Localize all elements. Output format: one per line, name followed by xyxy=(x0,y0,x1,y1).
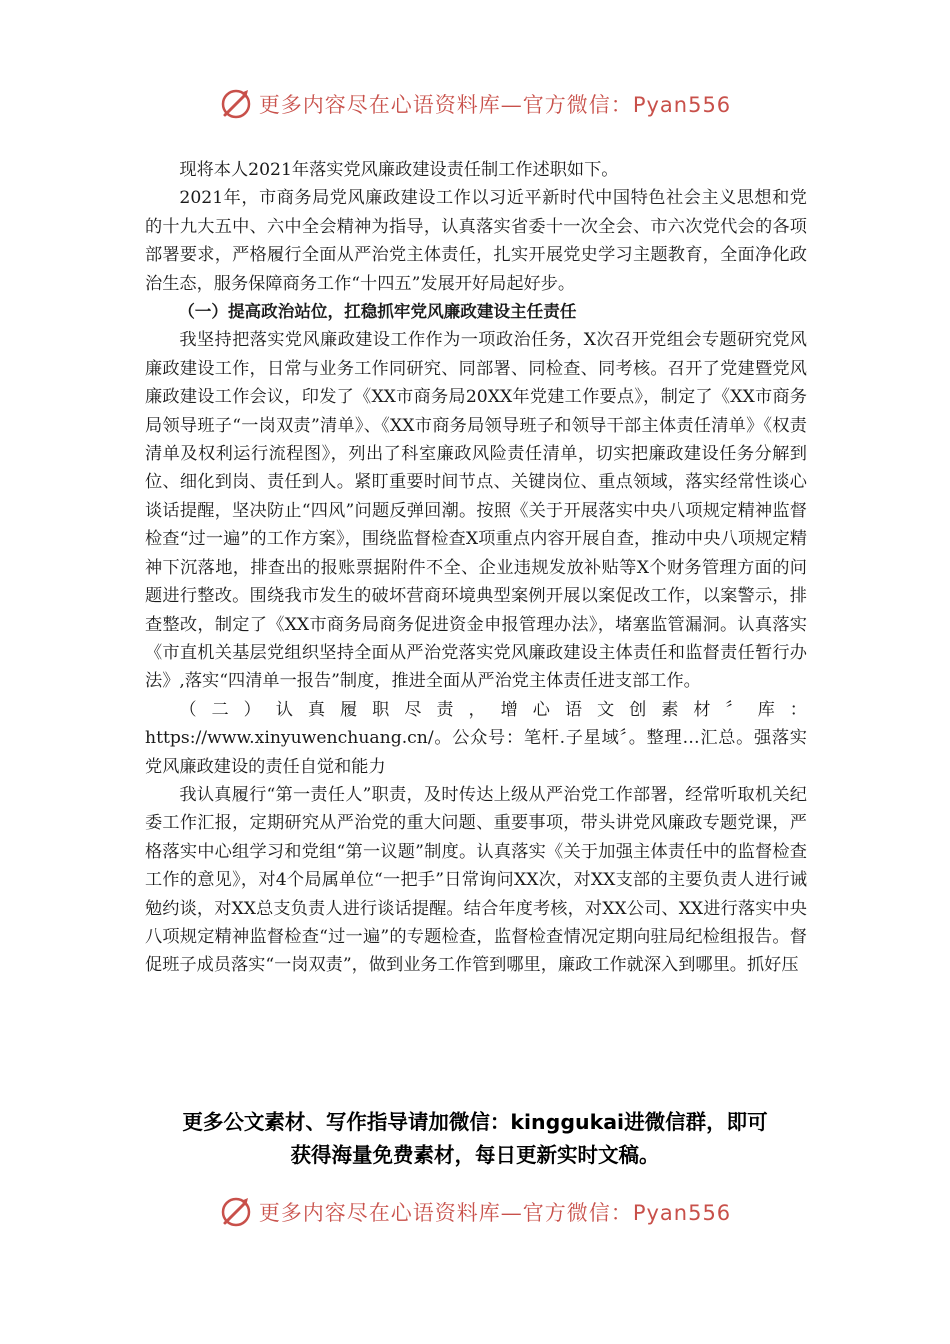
section1-body: 我坚持把落实党风廉政建设工作作为一项政治任务，X次召开党组会专题研究党风廉政建设工作，日常与业务工作同研究、同部署、同检查、同考核。召开了党建暨党风廉政建设工作会议，印发了《XX市商务局20XX年党建工作要点》，制定了《XX市商务局领导班子“一岗双责”清单》、《XX市商务局领导班子和领导干部主体责任清单》《权责清单及权利运行流程图》，列出了科室廉政风险责任清单，切实把廉政建设任务分解到位、细化到岗、责任到人。紧盯重要时间节点、关键岗位、重点领域，落实经常性谈心谈话提醒，坚决防止“四风”问题反弹回潮。按照《关于开展落实中央八项规定精神监督检查“过一遍”的工作方案》，围绕监督检查X项重点内容开展自查，推动中央八项规定精神下沉落地，排查出的报账票据附件不全、企业违规发放补贴等X个财务管理方面的问题进行整改。围绕我市发生的破坏营商环境典型案例开展以案促改工作，以案警示，排查整改，制定了《XX市商务局商务促进资金申报管理办法》，堵塞监管漏洞。认真落实《市直机关基层党组织坚持全面从严治党落实党风廉政建设主体责任和监督责任暂行办法》,落实“四清单一报告”制度，推进全面从严治党主体责任进支部工作。 xyxy=(145,330,807,692)
promo-notice xyxy=(0,1106,950,1172)
pen-logo-icon xyxy=(219,87,253,121)
overview-paragraph: 2021年，市商务局党风廉政建设工作以习近平新时代中国特色社会主义思想和党的十九大五中、六中全会精神为指导，认真落实省委十一次全会、市六次党代会的各项部署要求，严格履行全面从严治党主体责任，扎实开展党史学习主题教育，全面净化政治生态，服务保障商务工作“十四五”发展开好局起好步。 xyxy=(145,188,807,294)
section1-heading: （一）提高政治站位，扛稳抓牢党风廉政建设主任责任 xyxy=(178,302,577,322)
header-banner xyxy=(0,84,950,124)
header-wechat-id: Pyan556 xyxy=(632,93,732,117)
document-body xyxy=(145,156,807,980)
promo-line-2: 获得海量免费素材，每日更新实时文稿。 xyxy=(290,1143,660,1167)
footer-banner-text: 更多内容尽在心语资料库—官方微信： xyxy=(258,1201,633,1225)
section2-heading: （二）认真履职尽责，增心语文创素材〞库：https://www.xinyuwenchuang.cn/。公众号：笔杆.子星域〞。整理…汇总。强落实党风廉政建设的责任自觉和能力 xyxy=(145,699,807,777)
pen-logo-icon xyxy=(219,1195,253,1229)
promo-line-1: 更多公文素材、写作指导请加微信：kinggukai进微信群，即可 xyxy=(182,1110,768,1134)
section2-body: 我认真履行“第一责任人”职责，及时传达上级从严治党工作部署，经常听取机关纪委工作汇报，定期研究从严治党的重大问题、重要事项，带头讲党风廉政专题党课，严格落实中心组学习和党组“第一议题”制度。认真落实《关于加强主体责任中的监督检查工作的意见》，对4个局属单位“一把手”日常询问XX次，对XX支部的主要负责人进行诫勉约谈，对XX总支负责人进行谈话提醒。结合年度考核，对XX公司、XX进行落实中央八项规定精神监督检查“过一遍”的专题检查，监督检查情况定期向驻局纪检组报告。督促班子成员落实“一岗双责”，做到业务工作管到哪里，廉政工作就深入到哪里。抓好压 xyxy=(145,784,807,976)
header-banner-text: 更多内容尽在心语资料库—官方微信： xyxy=(258,93,633,117)
footer-banner xyxy=(0,1192,950,1232)
footer-wechat-id: Pyan556 xyxy=(632,1201,732,1225)
intro-paragraph: 现将本人2021年落实党风廉政建设责任制工作述职如下。 xyxy=(179,160,619,180)
